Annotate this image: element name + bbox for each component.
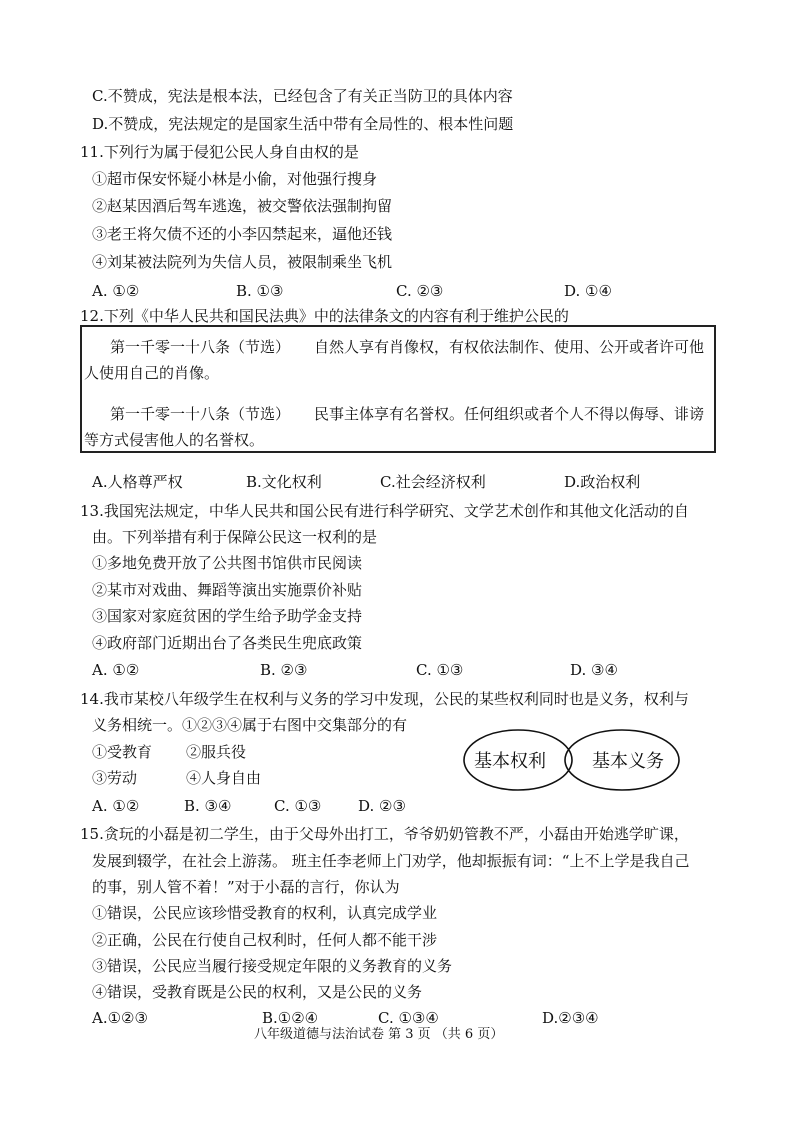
q13-option-d: D. ③④ <box>570 661 618 679</box>
article-1-text-a: 自然人享有肖像权，有权依法制作、使用、公开或者许可他 <box>314 338 705 356</box>
q13-option-a: A. ①② <box>92 661 140 679</box>
q15-option-b: B.①②④ <box>262 1009 319 1027</box>
q15-item-3: ③错误，公民应当履行接受规定年限的义务教育的义务 <box>92 957 453 975</box>
q15-option-a: A.①②③ <box>92 1009 148 1027</box>
q12-option-c: C.社会经济权利 <box>380 473 486 491</box>
q10-option-c: C.不赞成，宪法是根本法，已经包含了有关正当防卫的具体内容 <box>92 87 513 105</box>
q14-option-a: A. ①② <box>92 797 140 815</box>
q14-item-3: ③劳动 <box>92 769 138 787</box>
venn-right-label: 基本义务 <box>592 751 664 772</box>
q12-option-a: A.人格尊严权 <box>92 473 183 491</box>
q14-item-1: ①受教育 <box>92 743 153 761</box>
q12-option-d: D.政治权利 <box>564 473 641 491</box>
q15-stem-line-3: 的事，别人管不着！”对于小磊的言行，你认为 <box>92 878 400 896</box>
q14-option-c: C. ①③ <box>274 797 322 815</box>
q11-item-1: ①超市保安怀疑小林是小偷，对他强行搜身 <box>92 170 378 188</box>
q13-stem-line-2: 由。下列举措有利于保障公民这一权利的是 <box>92 528 378 546</box>
q14-item-2: ②服兵役 <box>186 743 247 761</box>
q12-option-b: B.文化权利 <box>246 473 322 491</box>
q12-stem: 12.下列《中华人民共和国民法典》中的法律条文的内容有利于维护公民的 <box>80 307 569 325</box>
q13-option-c: C. ①③ <box>416 661 464 679</box>
page-footer: 八年级道德与法治试卷 第 3 页 （共 6 页） <box>254 1027 504 1042</box>
q15-stem-line-2: 发展到辍学，在社会上游荡。 班主任李老师上门劝学，他却振振有词：“上不上学是我自己 <box>92 852 690 870</box>
q15-stem-line-1: 15.贪玩的小磊是初二学生，由于父母外出打工，爷爷奶奶管教不严，小磊由开始逃学旷课， <box>80 825 689 843</box>
q11-item-2: ②赵某因酒后驾车逃逸，被交警依法强制拘留 <box>92 197 393 215</box>
q13-item-4: ④政府部门近期出台了各类民生兜底政策 <box>92 634 363 652</box>
q13-item-3: ③国家对家庭贫困的学生给予助学金支持 <box>92 607 363 625</box>
article-2-text-a: 民事主体享有名誉权。任何组织或者个人不得以侮辱、诽谤 <box>314 405 705 423</box>
q14-option-d: D. ②③ <box>358 797 406 815</box>
q11-item-3: ③老王将欠债不还的小李囚禁起来，逼他还钱 <box>92 225 393 243</box>
q11-item-4: ④刘某被法院列为失信人员，被限制乘坐飞机 <box>92 253 393 271</box>
q11-option-a: A. ①② <box>92 282 140 300</box>
q11-stem: 11.下列行为属于侵犯公民人身自由权的是 <box>80 143 359 161</box>
article-1-title: 第一千零一十八条（节选） <box>110 338 291 356</box>
q13-item-1: ①多地免费开放了公共图书馆供市民阅读 <box>92 554 363 572</box>
q13-item-2: ②某市对戏曲、舞蹈等演出实施票价补贴 <box>92 581 363 599</box>
article-2-title: 第一千零一十八条（节选） <box>110 405 291 423</box>
q14-option-b: B. ③④ <box>184 797 232 815</box>
q15-item-1: ①错误，公民应该珍惜受教育的权利，认真完成学业 <box>92 904 438 922</box>
q11-option-c: C. ②③ <box>396 282 444 300</box>
q14-stem-line-2: 义务相统一。①②③④属于右图中交集部分的有 <box>92 716 408 734</box>
article-1-text-b: 人使用自己的肖像。 <box>84 364 220 382</box>
law-excerpt-box <box>80 325 716 453</box>
q14-item-4: ④人身自由 <box>186 769 262 787</box>
venn-left-label: 基本权利 <box>474 751 546 772</box>
q14-stem-line-1: 14.我市某校八年级学生在权利与义务的学习中发现，公民的某些权利同时也是义务，权利与 <box>80 690 689 708</box>
q15-item-4: ④错误，受教育既是公民的权利，又是公民的义务 <box>92 983 423 1001</box>
q11-option-d: D. ①④ <box>564 282 612 300</box>
q13-option-b: B. ②③ <box>260 661 308 679</box>
q15-item-2: ②正确，公民在行使自己权利时，任何人都不能干涉 <box>92 931 438 949</box>
q13-stem-line-1: 13.我国宪法规定，中华人民共和国公民有进行科学研究、文学艺术创作和其他文化活动的自 <box>80 502 689 520</box>
venn-diagram <box>462 727 682 793</box>
article-2-text-b: 等方式侵害他人的名誉权。 <box>84 431 265 449</box>
q10-option-d: D.不赞成，宪法规定的是国家生活中带有全局性的、根本性问题 <box>92 115 514 133</box>
q15-option-c: C. ①③④ <box>378 1009 439 1027</box>
q11-option-b: B. ①③ <box>236 282 284 300</box>
q15-option-d: D.②③④ <box>542 1009 599 1027</box>
